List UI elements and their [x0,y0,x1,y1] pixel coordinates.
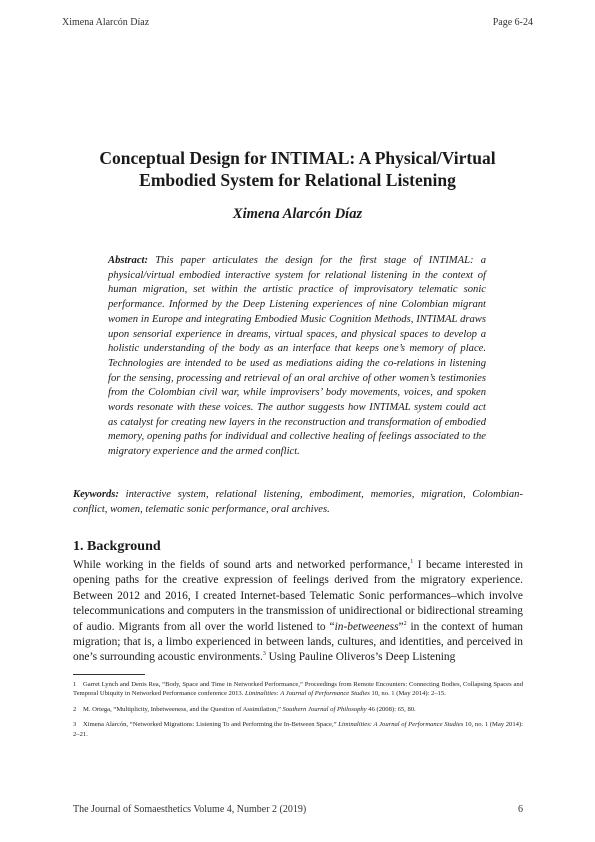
footnote-italic: Liminalities: A Journal of Performance Studies [338,721,464,729]
footnote-2 [73,705,523,714]
running-footer-journal: The Journal of Somaesthetics Volume 4, Number 2 (2019) [73,804,307,815]
footnote-ref-3[interactable]: 3 [262,651,266,658]
paper-title-line-2: Embodied System for Relational Listening [139,170,456,190]
footnote-number: 2 [73,705,77,713]
footnote-divider [73,674,145,675]
keywords-label: Keywords: [73,489,119,500]
footnote-text: Garret Lynch and Denis Rea, “Body, Space and Time in Networked Performance,” Proceedings from Remote Encounters: Connecting Bodies, Collapsing Spaces and Temporal Ubiquity in Networked Performance conference 2013. [73,681,523,698]
page-number: 6 [518,804,523,815]
body-text-part-2: I became interested in opening paths for the creative expression of feelings derived from the migratory experience. Between 2012 and 2016, I created Internet-based Telematic Sonic performances–which involve telecommunications and computers in the transmission of unidirectional or bidirectional streaming of audio. Migrants from all over the world listened to “ [73,559,523,633]
keywords-text: interactive system, relational listening, embodiment, memories, migration, Colombian-conflict, women, telematic sonic performance, oral archives. [73,489,523,515]
paper-title [62,147,533,191]
body-text-part-4: Using Pauline Oliveros’s Deep Listening [265,651,456,664]
paper-author: Ximena Alarcón Díaz [232,206,363,222]
abstract [108,254,486,460]
abstract-text: This paper articulates the design for the first stage of INTIMAL: a physical/virtual embodied interactive system for relational listening in the context of human migration, set within the artistic practice of improvisatory telematic sonic performance. Informed by the Deep Listening experiences of nine Colombian migrant women in Europe and integrating Embodied Music Cognition Methods, INTIMAL draws upon sensorial experience in dreams, virtual spaces, and physical spaces to develop a holistic understanding of the body as an interface that keeps one’s memory of place. Technologies are intended to be used as mediations aiding the co-relations in listening for the sensing, processing and retrieval of an oral archive of other women’s testimonies from the Colombian civil war, while improvisers’ body movements, voices, and spoken words resonate with these voices. The author suggests how INTIMAL system could act as catalyst for creating new layers in the reconstruction and transformation of embodied memory, opening paths for individual and collective healing of feelings associated to the migratory experience and the armed conflict. [108,255,486,458]
body-text-part-1: While working in the fields of sound arts and networked performance, [73,559,411,571]
body-paragraph [73,558,523,666]
footnote-italic: Liminalities: A Journal of Performance Studies [245,690,370,698]
footnote-text: Ximena Alarcón, “Networked Migrations: Listening To and Performing the In-Between Space,” [83,721,339,729]
footnote-tail: 46 (2008): 65, 80. [366,705,416,713]
footnote-1 [73,680,523,699]
footnote-tail: 10, no. 1 (May 2014): 2–21. [73,721,523,738]
footnote-italic: Southern Journal of Philosophy [282,705,367,713]
footnote-text: M. Ortega, “Multiplicity, Inbetweeness, and the Question of Assimilation,” [83,705,283,713]
footnote-ref-1[interactable]: 1 [410,559,414,566]
footnote-3 [73,720,523,739]
footnote-tail: 10, no. 1 (May 2014): 2–15. [369,690,446,698]
body-text-part-3: in the context of human migration; that is, a limbo experienced in between lands, cultures, and identities, and perceived in one’s surrounding acoustic environments. [73,620,524,664]
body-text-close-quote: ” [398,620,404,633]
footnotes [73,680,523,745]
running-header-author: Ximena Alarcón Díaz [62,17,150,28]
keywords [73,488,523,517]
footnote-ref-2[interactable]: 2 [403,620,407,627]
section-heading: 1. Background [73,539,161,554]
body-text-italic-term: in-betweeness [334,620,399,633]
paper-title-line-1: Conceptual Design for INTIMAL: A Physical/Virtual [99,148,496,168]
footnote-number: 3 [73,721,77,729]
abstract-label: Abstract: [108,255,149,266]
footnote-number: 1 [73,681,77,688]
running-header-page-range: Page 6-24 [492,17,533,28]
